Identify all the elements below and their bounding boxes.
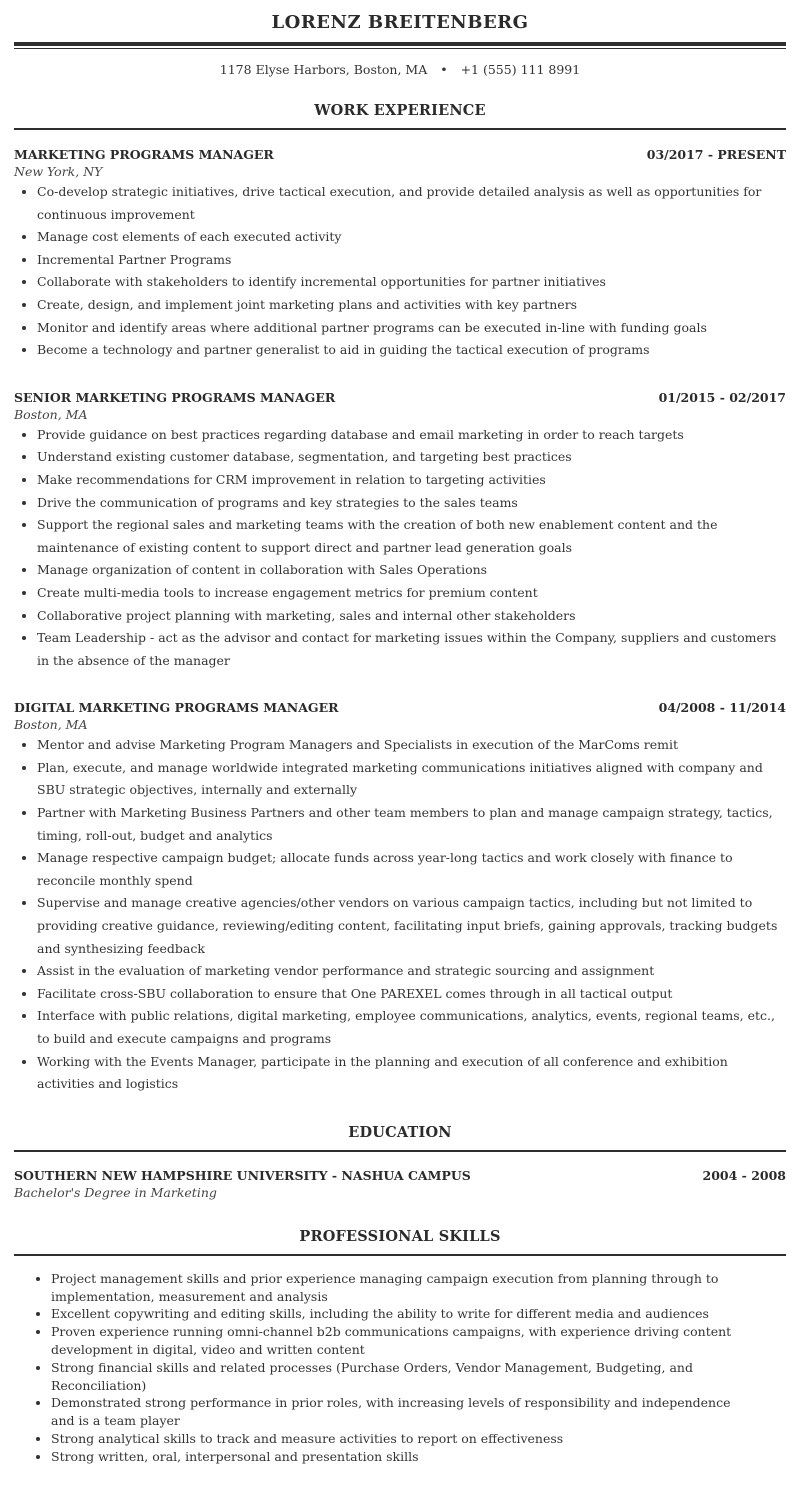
job-bullet: • Plan, execute, and manage worldwide integrated marketing communications initiatives aligned with company and SBU strategic objectives, internally and externally [37,757,786,802]
job-bullet: • Manage organization of content in collaboration with Sales Operations [37,559,786,582]
work-experience-section [14,102,786,1096]
job-bullet: • Collaborate with stakeholders to identify incremental opportunities for partner initiatives [37,271,786,294]
job-bullet: • Manage respective campaign budget; allocate funds across year-long tactics and work closely with finance to reconcile monthly spend [37,847,786,892]
job-header [14,699,786,716]
skill-item: • Demonstrated strong performance in prior roles, with increasing levels of responsibility and independence and is a team player [51,1394,736,1430]
job-bullets [14,424,786,673]
skill-item: • Strong written, oral, interpersonal and presentation skills [51,1448,736,1466]
work-experience-rule [14,128,786,130]
education-header [14,1167,786,1184]
school-name: SOUTHERN NEW HAMPSHIRE UNIVERSITY - NASHUA CAMPUS [14,1167,471,1183]
job-bullet: • Facilitate cross-SBU collaboration to ensure that One PAREXEL comes through in all tactical output [37,983,786,1006]
contact-address: 1178 Elyse Harbors, Boston, MA [219,62,428,77]
contact-separator: • [440,62,448,77]
job-bullet: • Co-develop strategic initiatives, drive tactical execution, and provide detailed analysis as well as opportunities for continuous improvement [37,181,786,226]
job-bullet: • Team Leadership - act as the advisor and contact for marketing issues within the Company, suppliers and customers in the absence of the manager [37,627,786,672]
degree: Bachelor's Degree in Marketing [14,1184,217,1200]
job-bullet: • Supervise and manage creative agencies/other vendors on various campaign tactics, including but not limited to providing creative guidance, reviewing/editing content, facilitating input briefs, gaining approvals, tracking budgets and synthesizing feedback [37,892,786,960]
job-header [14,146,786,163]
job-bullet: • Provide guidance on best practices regarding database and email marketing in order to reach targets [37,424,786,447]
job-location: Boston, MA [14,717,88,733]
job-bullet: • Incremental Partner Programs [37,249,786,272]
job-bullet: • Support the regional sales and marketing teams with the creation of both new enablement content and the maintenance of existing content to support direct and partner lead generation goals [37,514,786,559]
skill-item: • Project management skills and prior experience managing campaign execution from planning through to implementation, measurement and analysis [51,1270,736,1306]
job-location: Boston, MA [14,406,88,422]
job-dates: 03/2017 - PRESENT [646,147,786,162]
work-experience-title: WORK EXPERIENCE [314,102,486,119]
job-bullet: • Mentor and advise Marketing Program Managers and Specialists in execution of the MarComs remit [37,734,786,757]
job-dates: 04/2008 - 11/2014 [658,700,786,716]
job-bullet: • Assist in the evaluation of marketing vendor performance and strategic sourcing and assignment [37,960,786,983]
skill-item: • Excellent copywriting and editing skills, including the ability to write for different media and audiences [51,1305,736,1323]
job-bullet: • Partner with Marketing Business Partners and other team members to plan and manage campaign strategy, tactics, timing, roll-out, budget and analytics [37,802,786,847]
contact-phone: +1 (555) 111 8991 [460,62,581,77]
skills-title: PROFESSIONAL SKILLS [299,1227,501,1245]
job-title: SENIOR MARKETING PROGRAMS MANAGER [14,389,336,405]
job-bullet: • Monitor and identify areas where additional partner programs can be executed in-line with funding goals [37,317,786,340]
job-header [14,389,786,406]
job-title: DIGITAL MARKETING PROGRAMS MANAGER [14,700,339,716]
education-rule [14,1150,786,1152]
skill-item: • Strong analytical skills to track and measure activities to report on effectiveness [51,1430,736,1448]
skill-item: • Proven experience running omni-channel b2b communications campaigns, with experience driving content development in digital, video and written content [51,1323,736,1359]
job-bullets [14,734,786,1096]
job-bullet: • Create, design, and implement joint marketing plans and activities with key partners [37,294,786,317]
job-entry [14,699,786,1096]
job-bullet: • Become a technology and partner generalist to aid in guiding the tactical execution of programs [37,339,786,362]
contact-line [14,62,786,78]
job-bullet: • Working with the Events Manager, participate in the planning and execution of all conference and exhibition activities and logistics [37,1051,786,1096]
job-bullet: • Make recommendations for CRM improvement in relation to targeting activities [37,469,786,492]
skills-rule [14,1254,786,1256]
job-bullet: • Collaborative project planning with marketing, sales and internal other stakeholders [37,605,786,628]
skills-section [14,1228,786,1466]
job-bullet: • Manage cost elements of each executed activity [37,226,786,249]
header-thin-rule [14,48,786,49]
job-bullets [14,181,786,362]
job-entry [14,146,786,362]
job-location: New York, NY [14,164,103,179]
education-title: EDUCATION [348,1123,452,1141]
job-dates: 01/2015 - 02/2017 [658,389,786,405]
education-section [14,1124,786,1202]
header-thick-rule [14,42,786,46]
job-bullet: • Interface with public relations, digital marketing, employee communications, analytics, events, regional teams, etc., to build and execute campaigns and programs [37,1005,786,1050]
job-entry [14,389,786,673]
skills-list [14,1270,786,1466]
education-dates: 2004 - 2008 [702,1167,786,1183]
job-bullet: • Understand existing customer database, segmentation, and targeting best practices [37,446,786,469]
job-bullet: • Create multi-media tools to increase engagement metrics for premium content [37,582,786,605]
job-bullet: • Drive the communication of programs and key strategies to the sales teams [37,492,786,515]
job-title: MARKETING PROGRAMS MANAGER [14,147,274,162]
skill-item: • Strong financial skills and related processes (Purchase Orders, Vendor Management, Budgeting, and Reconciliation) [51,1359,736,1395]
candidate-name: LORENZ BREITENBERG [271,12,529,33]
